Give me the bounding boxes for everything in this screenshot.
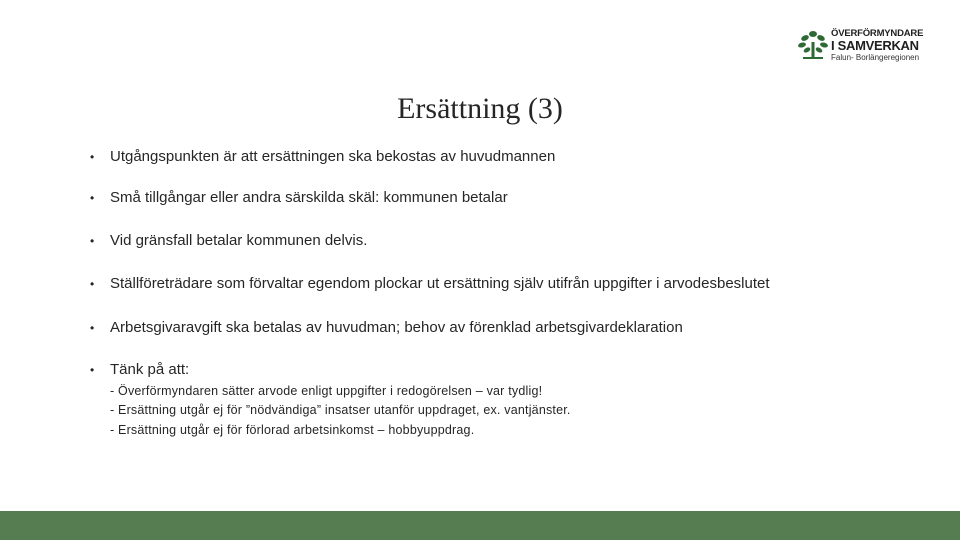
bullet-dot-icon: • [90, 277, 95, 291]
footer-bar [0, 511, 960, 540]
bullet-dot-icon: • [90, 363, 95, 377]
sub-item: - Ersättning utgår ej för förlorad arbetsinkomst – hobbyuppdrag. [110, 423, 475, 437]
bullet-text: Små tillgångar eller andra särskilda skäl: kommunen betalar [110, 189, 508, 206]
slide-title-text: Ersättning (3) [397, 92, 563, 125]
bullet-text: Tänk på att: [110, 361, 190, 378]
slide-title [0, 92, 960, 126]
logo-text-line3: Falun- Borlängeregionen [831, 53, 920, 62]
logo-text-line1: ÖVERFÖRMYNDARE [831, 28, 924, 39]
bullet-text: Arbetsgivaravgift ska betalas av huvudman; behov av förenklad arbetsgivardeklaration [110, 319, 683, 336]
bullet-text: Vid gränsfall betalar kommunen delvis. [110, 232, 368, 249]
bullet-dot-icon: • [90, 234, 95, 248]
organization-logo [797, 24, 924, 64]
bullet-text: Ställföreträdare som förvaltar egendom plockar ut ersättning själv utifrån uppgifter i arvodesbeslutet [110, 275, 770, 292]
sub-item: - Ersättning utgår ej för ”nödvändiga” insatser utanför uppdraget, ex. vantjänster. [110, 403, 571, 417]
bullet-text: Utgångspunkten är att ersättningen ska bekostas av huvudmannen [110, 148, 556, 165]
bullet-dot-icon: • [90, 150, 95, 164]
logo-text-line2: I SAMVERKAN [831, 38, 919, 53]
tree-icon [797, 28, 829, 60]
bullet-dot-icon: • [90, 321, 95, 335]
bullet-dot-icon: • [90, 191, 95, 205]
sub-item: - Överförmyndaren sätter arvode enligt uppgifter i redogörelsen – var tydlig! [110, 384, 543, 398]
